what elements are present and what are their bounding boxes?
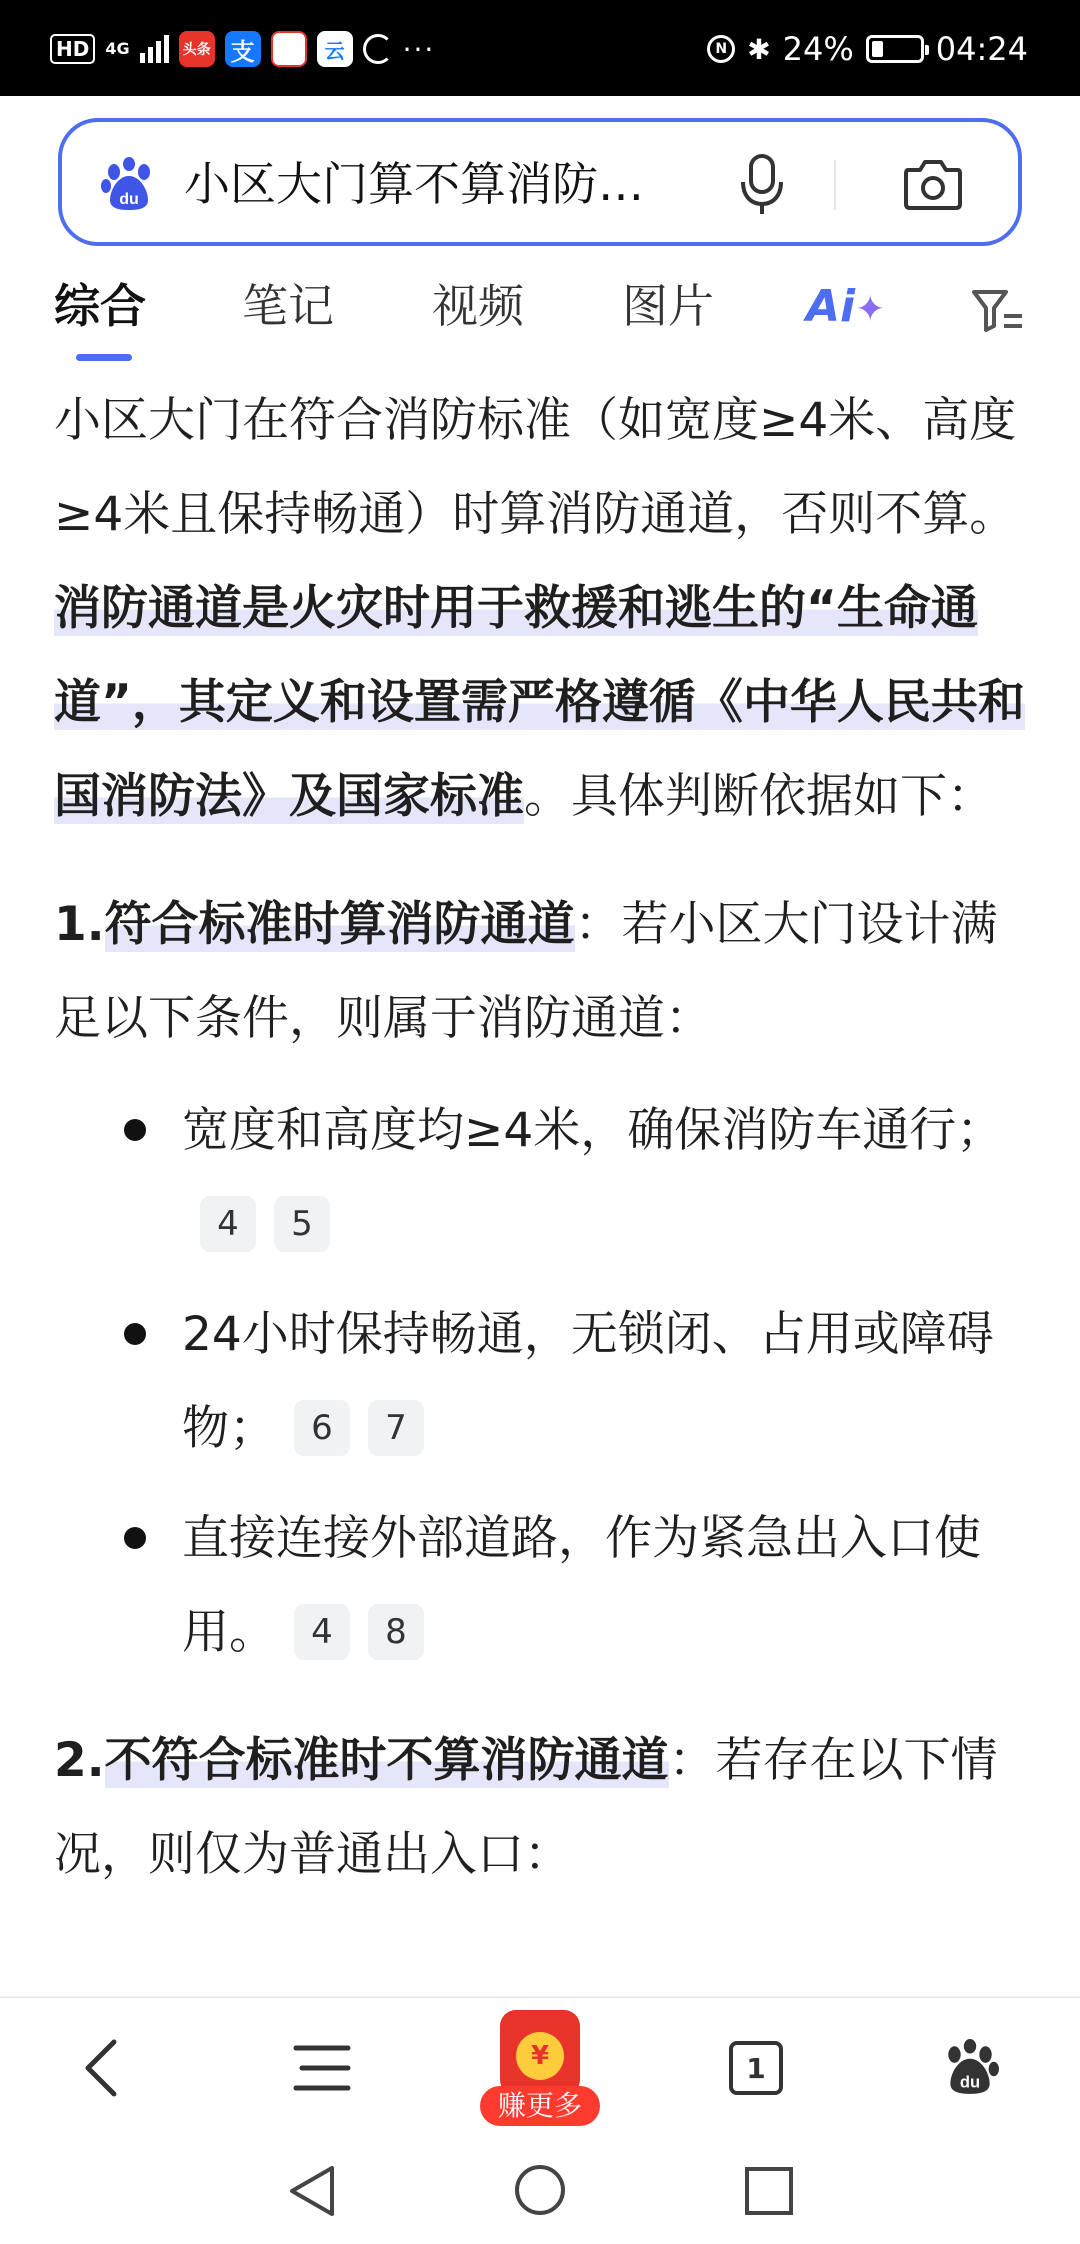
system-navigation-bar: [0, 2136, 1080, 2244]
search-bar[interactable]: [58, 118, 1022, 246]
search-divider: [834, 160, 836, 210]
tab-notes[interactable]: 笔记: [242, 279, 334, 333]
search-input[interactable]: 小区大门算不算消防…: [184, 157, 644, 211]
tab-ai[interactable]: Ai✦: [806, 281, 886, 332]
answer-item-1: [54, 878, 1034, 1066]
loading-icon: [363, 34, 393, 64]
earn-more-button[interactable]: [480, 2010, 600, 2126]
svg-text:du: du: [119, 191, 139, 208]
tab-all[interactable]: 综合: [54, 279, 146, 333]
intro-text-end: 。具体判断依据如下：: [524, 769, 994, 824]
status-right: [707, 22, 1028, 76]
citation-badge[interactable]: 8: [368, 1604, 424, 1660]
battery-icon: [866, 35, 924, 63]
answer-item-2: [54, 1714, 1034, 1902]
condition-list: [54, 1084, 1034, 1680]
status-left: [50, 26, 435, 72]
ai-spark-icon: ✦: [855, 289, 886, 330]
svg-text:du: du: [959, 2072, 981, 2092]
baidu-home-button[interactable]: [930, 2028, 1010, 2108]
clock: 04:24: [935, 30, 1028, 68]
citation-badge[interactable]: 4: [294, 1604, 350, 1660]
active-tab-indicator: [76, 354, 132, 361]
chevron-left-icon: [76, 2036, 132, 2100]
citation-badge[interactable]: 5: [274, 1196, 330, 1252]
list-item: 直接连接外部道路，作为紧急出入口使用。 4 8: [124, 1492, 1034, 1680]
system-recents-icon[interactable]: [742, 2164, 796, 2218]
menu-icon: [292, 2042, 352, 2094]
menu-button[interactable]: [282, 2028, 362, 2108]
baidu-logo-icon[interactable]: [100, 156, 158, 214]
tab-images[interactable]: 图片: [622, 279, 714, 333]
baidu-paw-icon: [940, 2038, 1000, 2098]
microphone-icon[interactable]: [734, 152, 790, 218]
item-text: ：若存在以下情况，则仅为普通出入口：: [54, 1733, 998, 1882]
answer-intro: [54, 374, 1034, 844]
citation-badge[interactable]: 4: [200, 1196, 256, 1252]
bluetooth-icon: ✱: [747, 32, 771, 66]
hd-indicator: HD: [50, 34, 95, 64]
bullet-icon: [124, 1119, 146, 1141]
coin-icon: ¥: [516, 2032, 564, 2080]
battery-percent: 24%: [782, 30, 854, 68]
back-button[interactable]: [64, 2028, 144, 2108]
list-item: 24小时保持畅通，无锁闭、占用或障碍物； 6 7: [124, 1288, 1034, 1476]
item-number: 1.: [54, 897, 105, 952]
system-home-icon[interactable]: [512, 2162, 568, 2218]
cloud-app-icon: 云: [317, 31, 353, 67]
item-title: 不符合标准时不算消防通道: [104, 1733, 669, 1788]
status-bar: [0, 0, 1080, 96]
citation-badge[interactable]: 6: [294, 1400, 350, 1456]
tab-count-icon: 1: [729, 2041, 783, 2095]
tab-videos[interactable]: 视频: [432, 279, 524, 333]
filter-icon[interactable]: [970, 286, 1026, 338]
signal-icon: [140, 35, 169, 63]
bullet-icon: [124, 1527, 146, 1549]
more-notifications-icon: ···: [402, 32, 436, 66]
item-number: 2.: [54, 1733, 105, 1788]
earn-more-label: 赚更多: [480, 2086, 600, 2126]
ai-answer-content: [54, 374, 1034, 1994]
intro-highlight: 消防通道是火灾时用于救援和逃生的“生命通道”，其定义和设置需严格遵循《中华人民共和国消防法》及国家标准: [54, 581, 1025, 824]
intro-text: 小区大门在符合消防标准（如宽度≥4米、高度≥4米且保持畅通）时算消防通道，否则不算。: [54, 393, 1017, 542]
bottom-toolbar: [0, 1996, 1080, 2136]
alipay-app-icon: 支: [225, 31, 261, 67]
tabs-button[interactable]: [716, 2028, 796, 2108]
search-tabs: [0, 268, 1080, 368]
item-text: ：若小区大门设计满足以下条件，则属于消防通道：: [54, 897, 998, 1046]
list-item: 宽度和高度均≥4米，确保消防车通行；4 5: [124, 1084, 1034, 1272]
battery-level: [872, 41, 883, 57]
toutiao-app-icon: 头条: [179, 31, 215, 67]
network-type: 4G: [105, 39, 130, 58]
citation-badge[interactable]: 7: [368, 1400, 424, 1456]
bullet-icon: [124, 1323, 146, 1345]
taobao-app-icon: [271, 31, 307, 67]
system-back-icon[interactable]: [284, 2162, 340, 2220]
camera-icon[interactable]: [902, 156, 964, 212]
nfc-icon: N: [707, 35, 735, 63]
item-title: 符合标准时算消防通道: [104, 897, 575, 952]
